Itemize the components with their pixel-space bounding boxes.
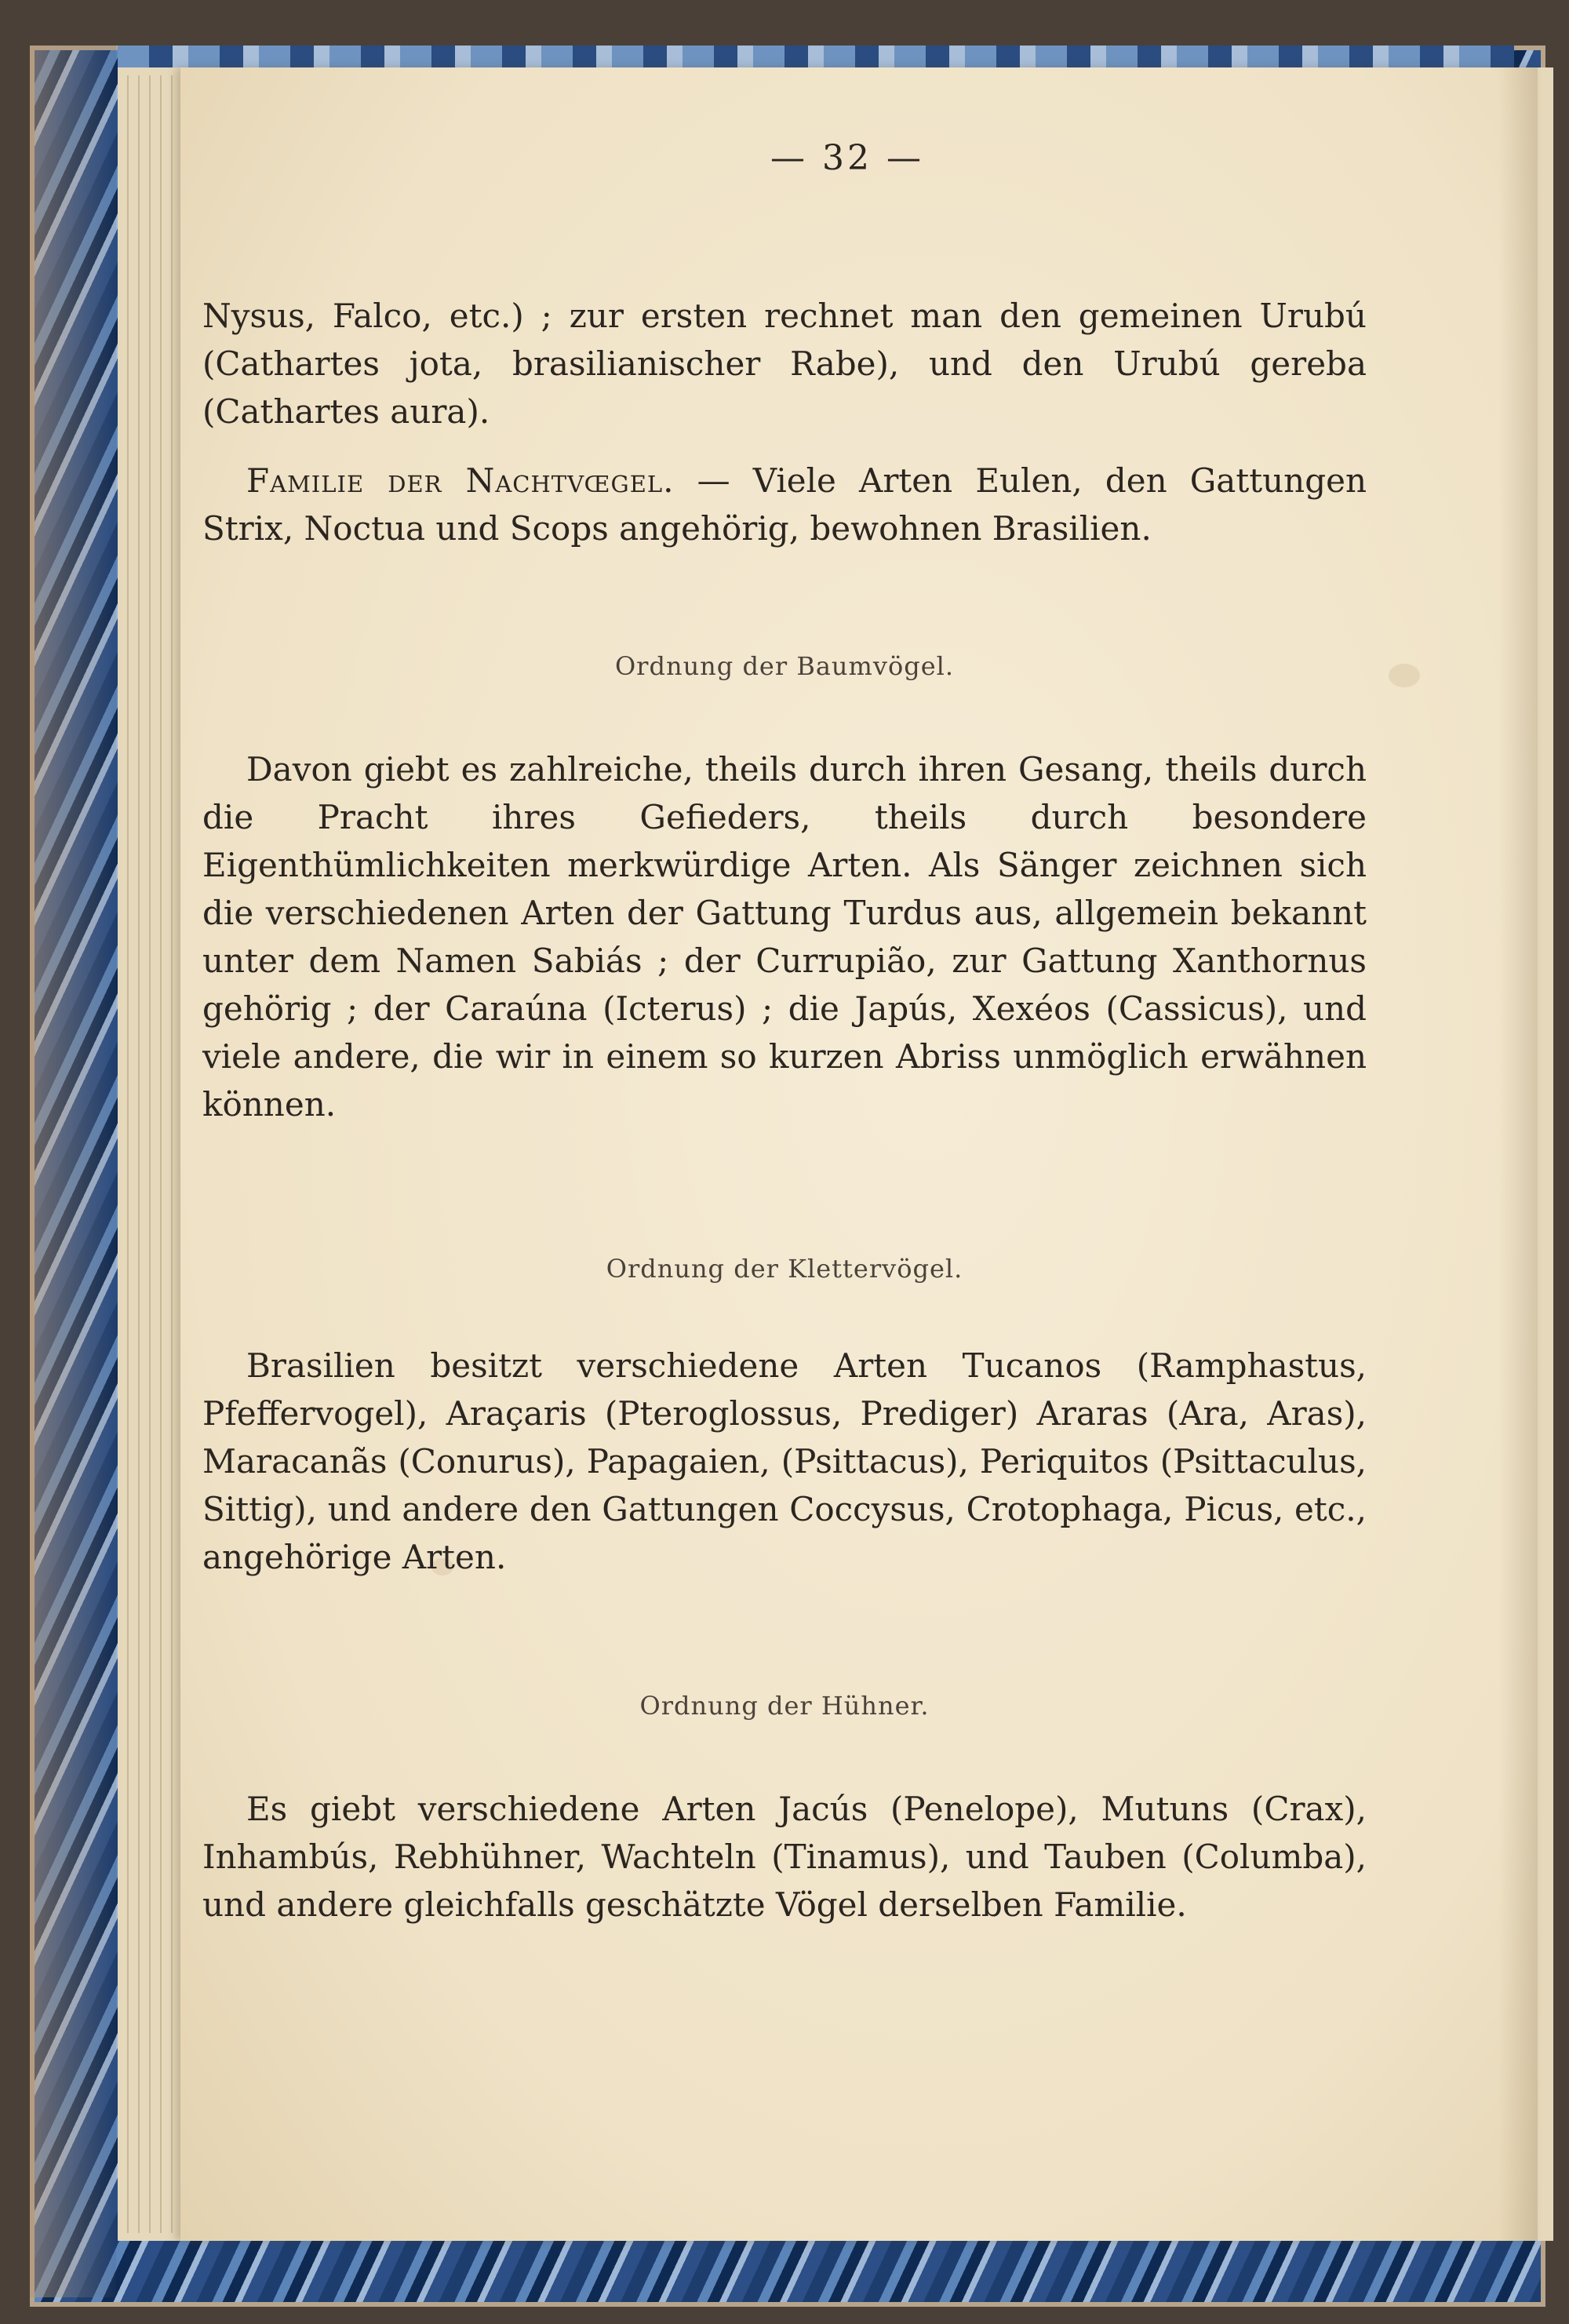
foxing-spot — [1389, 664, 1420, 687]
section-heading-baumvoegel: Ordnung der Baumvögel. — [614, 651, 955, 681]
paragraph-5: Es giebt verschiedene Arten Jacús (Penelope), Mutuns (Crax), Inhambús, Rebhühner, Wachteln (Tinamus), und Tauben (Columba), und andere gleichfalls geschätzte Vögel derselben Familie. — [202, 1790, 1367, 1924]
page-gutter-shade — [1498, 67, 1538, 2241]
paragraph-2 — [202, 457, 1367, 552]
paragraph-2-text: — Viele Arten Eulen, den Gattungen Strix, Noctua und Scops angehörig, bewohnen Brasilien. — [202, 461, 1367, 548]
section-heading-huehner: Ordnung der Hühner. — [639, 1691, 930, 1721]
paragraph-1: Nysus, Falco, etc.) ; zur ersten rechnet man den gemeinen Urubú (Cathartes jota, brasilianischer Rabe), und den Urubú gereba (Cathartes aura). — [202, 297, 1367, 431]
cover-spine-edge — [30, 46, 116, 2297]
section-heading-klettervoegel: Ordnung der Klettervögel. — [606, 1254, 963, 1284]
paragraph-4: Brasilien besitzt verschiedene Arten Tucanos (Ramphastus, Pfeffervogel), Araçaris (Pteroglossus, Prediger) Araras (Ara, Aras), Maracanãs (Conurus), Papagaien, (Psittacus), Periquitos (Psittaculus, Sittig), und andere den Gattungen Coccysus, Crotophaga, Picus, etc., angehörige Arten. — [202, 1346, 1367, 1576]
page-number: — 32 — — [770, 138, 924, 178]
family-heading: Familie der Nachtvœgel. — [246, 461, 675, 500]
paragraph-3: Davon giebt es zahlreiche, theils durch ihren Gesang, theils durch die Pracht ihres Gefieders, theils durch besondere Eigenthümlichkeiten merkwürdige Arten. Als Sänger zeichnen sich die verschiedenen Arten der Gattung Turdus aus, allgemein bekannt unter dem Namen Sabiás ; der Currupião, zur Gattung Xanthornus gehörig ; der Caraúna (Icterus) ; die Japús, Xexéos (Cassicus), und viele andere, die wir in einem so kurzen Abriss unmöglich erwähnen können. — [202, 750, 1367, 1124]
